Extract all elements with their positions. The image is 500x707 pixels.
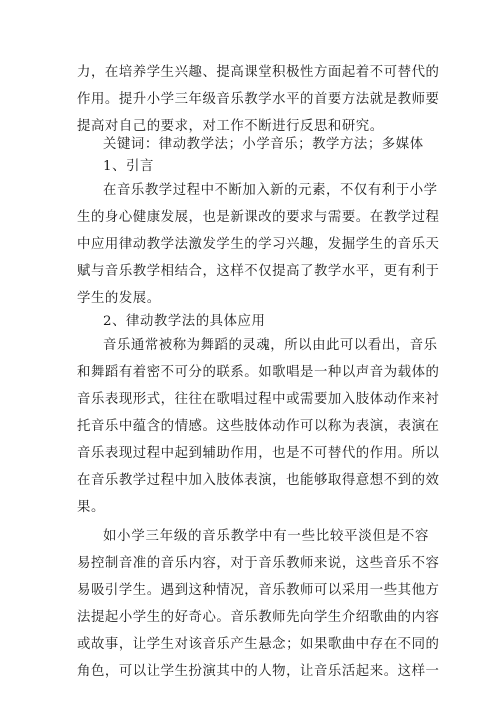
body-text-line: 作用。提升小学三年级音乐教学水平的首要方法就是教师要: [77, 92, 440, 107]
body-text-line: 在音乐教学过程中加入肢体表演，也能够取得意想不到的效: [77, 473, 440, 488]
body-text-line: 音乐通常被称为舞蹈的灵魂，所以由此可以看出，音乐: [103, 338, 438, 353]
body-text-line: 法提起小学生的好奇心。音乐教师先向学生介绍歌曲的内容: [77, 610, 440, 625]
body-text-line: 托音乐中蕴含的情感。这些肢体动作可以称为表演，表演在: [77, 419, 440, 434]
body-text-line: 中应用律动教学法激发学生的学习兴趣，发掘学生的音乐天: [77, 237, 440, 252]
body-text-line: 力，在培养学生兴趣、提高课堂积极性方面起着不可替代的: [77, 65, 440, 80]
body-text-line: 易控制音准的音乐内容，对于音乐教师来说，这些音乐不容: [77, 556, 440, 571]
body-text-line: 赋与音乐教学相结合，这样不仅提高了教学水平，更有利于: [77, 264, 440, 279]
body-text-line: 在音乐教学过程中不断加入新的元素，不仅有利于小学: [103, 183, 438, 198]
body-text-line: 易吸引学生。遇到这种情况，音乐教师可以采用一些其他方: [77, 583, 440, 598]
body-text-line: 生的身心健康发展，也是新课改的要求与需要。在教学过程: [77, 210, 440, 225]
body-text-line: 如小学三年级的音乐教学中有一些比较平淡但是不容: [103, 529, 429, 544]
section-heading-method: 2、律动教学法的具体应用: [103, 314, 266, 329]
body-text-line: 学生的发展。: [77, 291, 161, 306]
section-heading-intro: 1、引言: [103, 159, 154, 174]
body-text-line: 音乐表现形式，往往在歌唱过程中或需要加入肢体动作来衬: [77, 392, 440, 407]
body-text-line: 果。: [77, 500, 105, 515]
keywords-line: 关键词：律动教学法；小学音乐；教学方法；多媒体: [103, 137, 424, 152]
body-text-line: 音乐表现过程中起到辅助作用，也是不可替代的作用。所以: [77, 446, 440, 461]
body-text-line: 角色，可以让学生扮演其中的人物，让音乐活起来。这样一: [77, 664, 440, 679]
body-text-line: 或故事，让学生对该音乐产生悬念；如果歌曲中存在不同的: [77, 637, 440, 652]
body-text-line: 提高对自己的要求，对工作不断进行反思和研究。: [77, 119, 384, 134]
body-text-line: 和舞蹈有着密不可分的联系。如歌唱是一种以声音为载体的: [77, 365, 440, 380]
